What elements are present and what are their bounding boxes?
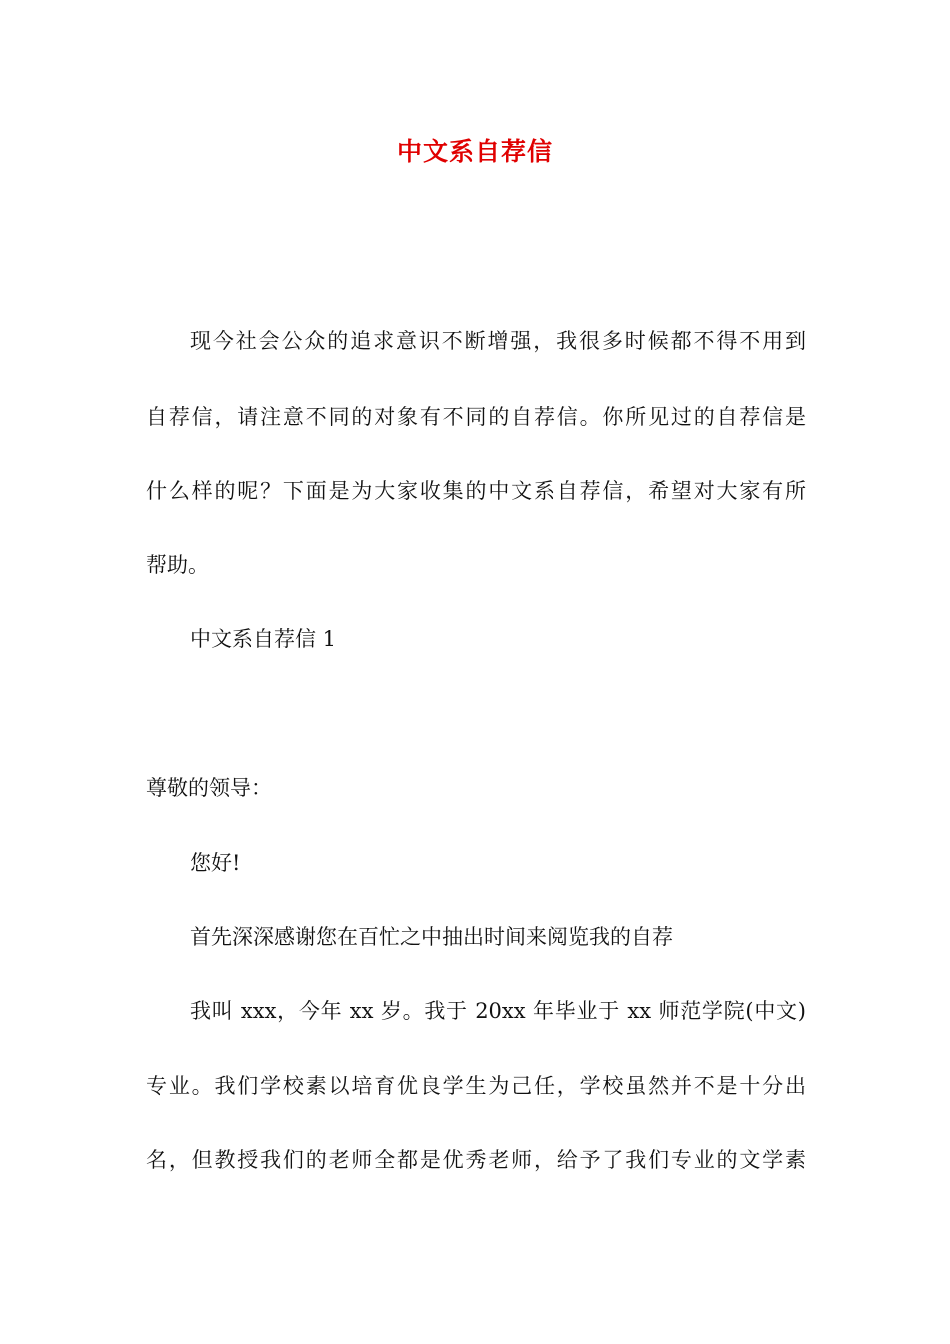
paragraph-line: 自荐信，请注意不同的对象有不同的自荐信。你所见过的自荐信是 xyxy=(146,405,806,429)
greeting: 您好! xyxy=(190,851,241,875)
paragraph-line: 名，但教授我们的老师全都是优秀老师，给予了我们专业的文学素 xyxy=(146,1148,806,1172)
salutation: 尊敬的领导： xyxy=(146,776,272,800)
paragraph-line: 首先深深感谢您在百忙之中抽出时间来阅览我的自荐 xyxy=(190,925,673,949)
document-title: 中文系自荐信 xyxy=(396,137,553,166)
paragraph-line: 我叫 xxx，今年 xx 岁。我于 20xx 年毕业于 xx 师范学院(中文) xyxy=(190,999,806,1023)
section-heading: 中文系自荐信 1 xyxy=(190,627,337,651)
paragraph-line: 专业。我们学校素以培育优良学生为己任，学校虽然并不是十分出 xyxy=(146,1074,806,1098)
paragraph-line: 什么样的呢？下面是为大家收集的中文系自荐信，希望对大家有所 xyxy=(146,479,806,503)
paragraph-line: 帮助。 xyxy=(146,553,209,577)
paragraph-line: 现今社会公众的追求意识不断增强，我很多时候都不得不用到 xyxy=(190,329,806,353)
